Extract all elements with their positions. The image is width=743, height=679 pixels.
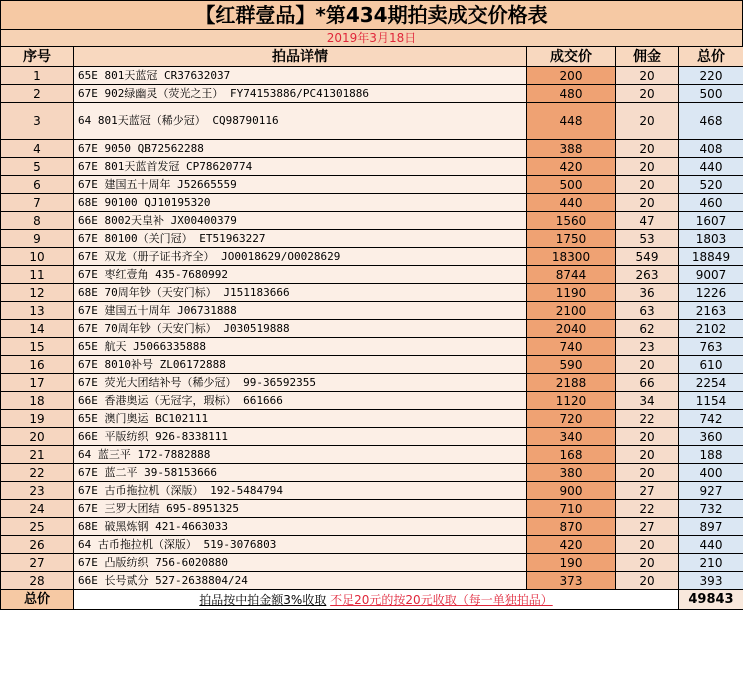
cell-detail: 67E 9050 QB72562288 <box>74 140 527 158</box>
cell-total: 2163 <box>679 302 743 320</box>
cell-price: 500 <box>527 176 616 194</box>
cell-total: 460 <box>679 194 743 212</box>
cell-price: 190 <box>527 554 616 572</box>
cell-no: 9 <box>1 230 74 248</box>
header-detail: 拍品详情 <box>74 47 527 67</box>
cell-detail: 67E 建国五十周年 J06731888 <box>74 302 527 320</box>
cell-price: 1120 <box>527 392 616 410</box>
cell-detail: 67E 凸版纺织 756-6020880 <box>74 554 527 572</box>
table-row <box>1 428 743 446</box>
cell-no: 26 <box>1 536 74 554</box>
cell-total: 2102 <box>679 320 743 338</box>
cell-price: 1190 <box>527 284 616 302</box>
table-row <box>1 554 743 572</box>
cell-detail: 66E 长号贰分 527-2638804/24 <box>74 572 527 590</box>
table-row <box>1 338 743 356</box>
commission-note: 拍品按中拍金额3%收取 <box>199 592 327 607</box>
cell-no: 20 <box>1 428 74 446</box>
cell-detail: 68E 90100 QJ10195320 <box>74 194 527 212</box>
table-row <box>1 248 743 266</box>
cell-no: 24 <box>1 500 74 518</box>
table-row <box>1 374 743 392</box>
cell-price: 340 <box>527 428 616 446</box>
cell-price: 8744 <box>527 266 616 284</box>
cell-commission: 27 <box>616 518 679 536</box>
cell-total: 220 <box>679 67 743 85</box>
cell-commission: 20 <box>616 536 679 554</box>
cell-no: 13 <box>1 302 74 320</box>
cell-price: 1560 <box>527 212 616 230</box>
cell-total: 468 <box>679 103 743 140</box>
table-row <box>1 518 743 536</box>
cell-commission: 20 <box>616 554 679 572</box>
cell-commission: 20 <box>616 140 679 158</box>
footer-notes <box>74 590 679 610</box>
cell-commission: 20 <box>616 158 679 176</box>
cell-commission: 20 <box>616 85 679 103</box>
minimum-fee-note: 不足20元的按20元收取（每一单独拍品） <box>330 592 553 607</box>
cell-price: 2040 <box>527 320 616 338</box>
cell-commission: 63 <box>616 302 679 320</box>
cell-no: 19 <box>1 410 74 428</box>
table-row <box>1 212 743 230</box>
cell-commission: 36 <box>616 284 679 302</box>
cell-total: 9007 <box>679 266 743 284</box>
table-row <box>1 302 743 320</box>
cell-commission: 20 <box>616 428 679 446</box>
header-price: 成交价 <box>527 47 616 67</box>
footer-label: 总价 <box>1 590 74 610</box>
cell-total: 1607 <box>679 212 743 230</box>
cell-detail: 67E 801天蓝首发冠 CP78620774 <box>74 158 527 176</box>
grand-total: 49843 <box>679 590 743 610</box>
cell-total: 732 <box>679 500 743 518</box>
cell-price: 720 <box>527 410 616 428</box>
cell-no: 5 <box>1 158 74 176</box>
cell-total: 400 <box>679 464 743 482</box>
cell-total: 742 <box>679 410 743 428</box>
cell-detail: 67E 70周年钞（天安门标） J030519888 <box>74 320 527 338</box>
table-row <box>1 482 743 500</box>
table-header-row <box>1 47 743 67</box>
cell-detail: 67E 枣红壹角 435-7680992 <box>74 266 527 284</box>
table-row <box>1 176 743 194</box>
table-row <box>1 284 743 302</box>
cell-total: 440 <box>679 158 743 176</box>
cell-no: 3 <box>1 103 74 140</box>
cell-commission: 27 <box>616 482 679 500</box>
auction-date: 2019年3月18日 <box>0 29 743 46</box>
footer-row <box>1 590 743 610</box>
cell-price: 710 <box>527 500 616 518</box>
header-commission: 佣金 <box>616 47 679 67</box>
header-no: 序号 <box>1 47 74 67</box>
cell-detail: 67E 古币拖拉机（深版） 192-5484794 <box>74 482 527 500</box>
cell-detail: 68E 70周年钞（天安门标） J151183666 <box>74 284 527 302</box>
cell-detail: 67E 902绿幽灵（荧光之王） FY74153886/PC41301886 <box>74 85 527 103</box>
cell-price: 2100 <box>527 302 616 320</box>
cell-price: 420 <box>527 536 616 554</box>
cell-total: 897 <box>679 518 743 536</box>
cell-commission: 549 <box>616 248 679 266</box>
cell-commission: 20 <box>616 356 679 374</box>
cell-total: 440 <box>679 536 743 554</box>
cell-no: 15 <box>1 338 74 356</box>
cell-no: 8 <box>1 212 74 230</box>
table-row <box>1 320 743 338</box>
cell-detail: 67E 蓝二平 39-58153666 <box>74 464 527 482</box>
cell-no: 6 <box>1 176 74 194</box>
cell-no: 10 <box>1 248 74 266</box>
table-row <box>1 230 743 248</box>
cell-no: 28 <box>1 572 74 590</box>
header-total: 总价 <box>679 47 743 67</box>
cell-price: 870 <box>527 518 616 536</box>
table-row <box>1 67 743 85</box>
cell-detail: 65E 801天蓝冠 CR37632037 <box>74 67 527 85</box>
cell-commission: 20 <box>616 572 679 590</box>
table-row <box>1 140 743 158</box>
cell-commission: 20 <box>616 464 679 482</box>
cell-price: 200 <box>527 67 616 85</box>
cell-total: 408 <box>679 140 743 158</box>
cell-total: 1803 <box>679 230 743 248</box>
table-row <box>1 85 743 103</box>
cell-no: 2 <box>1 85 74 103</box>
cell-commission: 62 <box>616 320 679 338</box>
cell-commission: 22 <box>616 410 679 428</box>
table-row <box>1 446 743 464</box>
cell-price: 2188 <box>527 374 616 392</box>
table-row <box>1 500 743 518</box>
cell-commission: 34 <box>616 392 679 410</box>
cell-commission: 20 <box>616 103 679 140</box>
table-body <box>1 67 743 590</box>
cell-total: 360 <box>679 428 743 446</box>
cell-commission: 20 <box>616 446 679 464</box>
cell-detail: 67E 建国五十周年 J52665559 <box>74 176 527 194</box>
table-row <box>1 103 743 140</box>
cell-price: 480 <box>527 85 616 103</box>
cell-commission: 20 <box>616 194 679 212</box>
cell-total: 520 <box>679 176 743 194</box>
cell-commission: 53 <box>616 230 679 248</box>
cell-detail: 68E 破黑炼钢 421-4663033 <box>74 518 527 536</box>
cell-price: 1750 <box>527 230 616 248</box>
cell-commission: 47 <box>616 212 679 230</box>
cell-price: 388 <box>527 140 616 158</box>
cell-detail: 66E 8002天皇补 JX00400379 <box>74 212 527 230</box>
cell-total: 18849 <box>679 248 743 266</box>
cell-total: 763 <box>679 338 743 356</box>
cell-total: 393 <box>679 572 743 590</box>
cell-detail: 65E 澳门奥运 BC102111 <box>74 410 527 428</box>
cell-total: 210 <box>679 554 743 572</box>
cell-no: 18 <box>1 392 74 410</box>
cell-commission: 263 <box>616 266 679 284</box>
cell-total: 1154 <box>679 392 743 410</box>
cell-detail: 67E 80100（关门冠） ET51963227 <box>74 230 527 248</box>
table-row <box>1 266 743 284</box>
cell-price: 590 <box>527 356 616 374</box>
cell-price: 420 <box>527 158 616 176</box>
page-title: 【红群壹品】*第434期拍卖成交价格表 <box>0 0 743 30</box>
table-row <box>1 464 743 482</box>
cell-total: 927 <box>679 482 743 500</box>
cell-price: 373 <box>527 572 616 590</box>
cell-no: 1 <box>1 67 74 85</box>
cell-price: 440 <box>527 194 616 212</box>
cell-price: 900 <box>527 482 616 500</box>
cell-no: 25 <box>1 518 74 536</box>
cell-detail: 64 801天蓝冠（稀少冠） CQ98790116 <box>74 103 527 140</box>
cell-commission: 22 <box>616 500 679 518</box>
table-row <box>1 194 743 212</box>
cell-commission: 20 <box>616 176 679 194</box>
cell-no: 14 <box>1 320 74 338</box>
cell-no: 7 <box>1 194 74 212</box>
cell-commission: 23 <box>616 338 679 356</box>
table-row <box>1 392 743 410</box>
cell-detail: 67E 三罗大团结 695-8951325 <box>74 500 527 518</box>
cell-detail: 66E 平版纺织 926-8338111 <box>74 428 527 446</box>
cell-commission: 20 <box>616 67 679 85</box>
cell-price: 448 <box>527 103 616 140</box>
table-row <box>1 410 743 428</box>
results-table <box>0 46 743 610</box>
cell-total: 610 <box>679 356 743 374</box>
cell-no: 12 <box>1 284 74 302</box>
cell-price: 740 <box>527 338 616 356</box>
cell-detail: 67E 双龙（册子证书齐全） JO0018629/O0028629 <box>74 248 527 266</box>
table-row <box>1 158 743 176</box>
table-row <box>1 536 743 554</box>
cell-no: 27 <box>1 554 74 572</box>
cell-no: 4 <box>1 140 74 158</box>
cell-detail: 64 蓝三平 172-7882888 <box>74 446 527 464</box>
cell-detail: 67E 8010补号 ZL06172888 <box>74 356 527 374</box>
cell-commission: 66 <box>616 374 679 392</box>
cell-price: 18300 <box>527 248 616 266</box>
cell-detail: 66E 香港奥运（无冠字，瑕标） 661666 <box>74 392 527 410</box>
cell-no: 22 <box>1 464 74 482</box>
cell-no: 17 <box>1 374 74 392</box>
cell-detail: 64 古币拖拉机（深版） 519-3076803 <box>74 536 527 554</box>
cell-total: 2254 <box>679 374 743 392</box>
cell-no: 11 <box>1 266 74 284</box>
cell-detail: 67E 荧光大团结补号（稀少冠） 99-36592355 <box>74 374 527 392</box>
cell-no: 16 <box>1 356 74 374</box>
cell-no: 21 <box>1 446 74 464</box>
table-row <box>1 572 743 590</box>
cell-total: 188 <box>679 446 743 464</box>
cell-total: 1226 <box>679 284 743 302</box>
cell-detail: 65E 航天 J5066335888 <box>74 338 527 356</box>
cell-price: 168 <box>527 446 616 464</box>
cell-total: 500 <box>679 85 743 103</box>
cell-no: 23 <box>1 482 74 500</box>
cell-price: 380 <box>527 464 616 482</box>
table-row <box>1 356 743 374</box>
